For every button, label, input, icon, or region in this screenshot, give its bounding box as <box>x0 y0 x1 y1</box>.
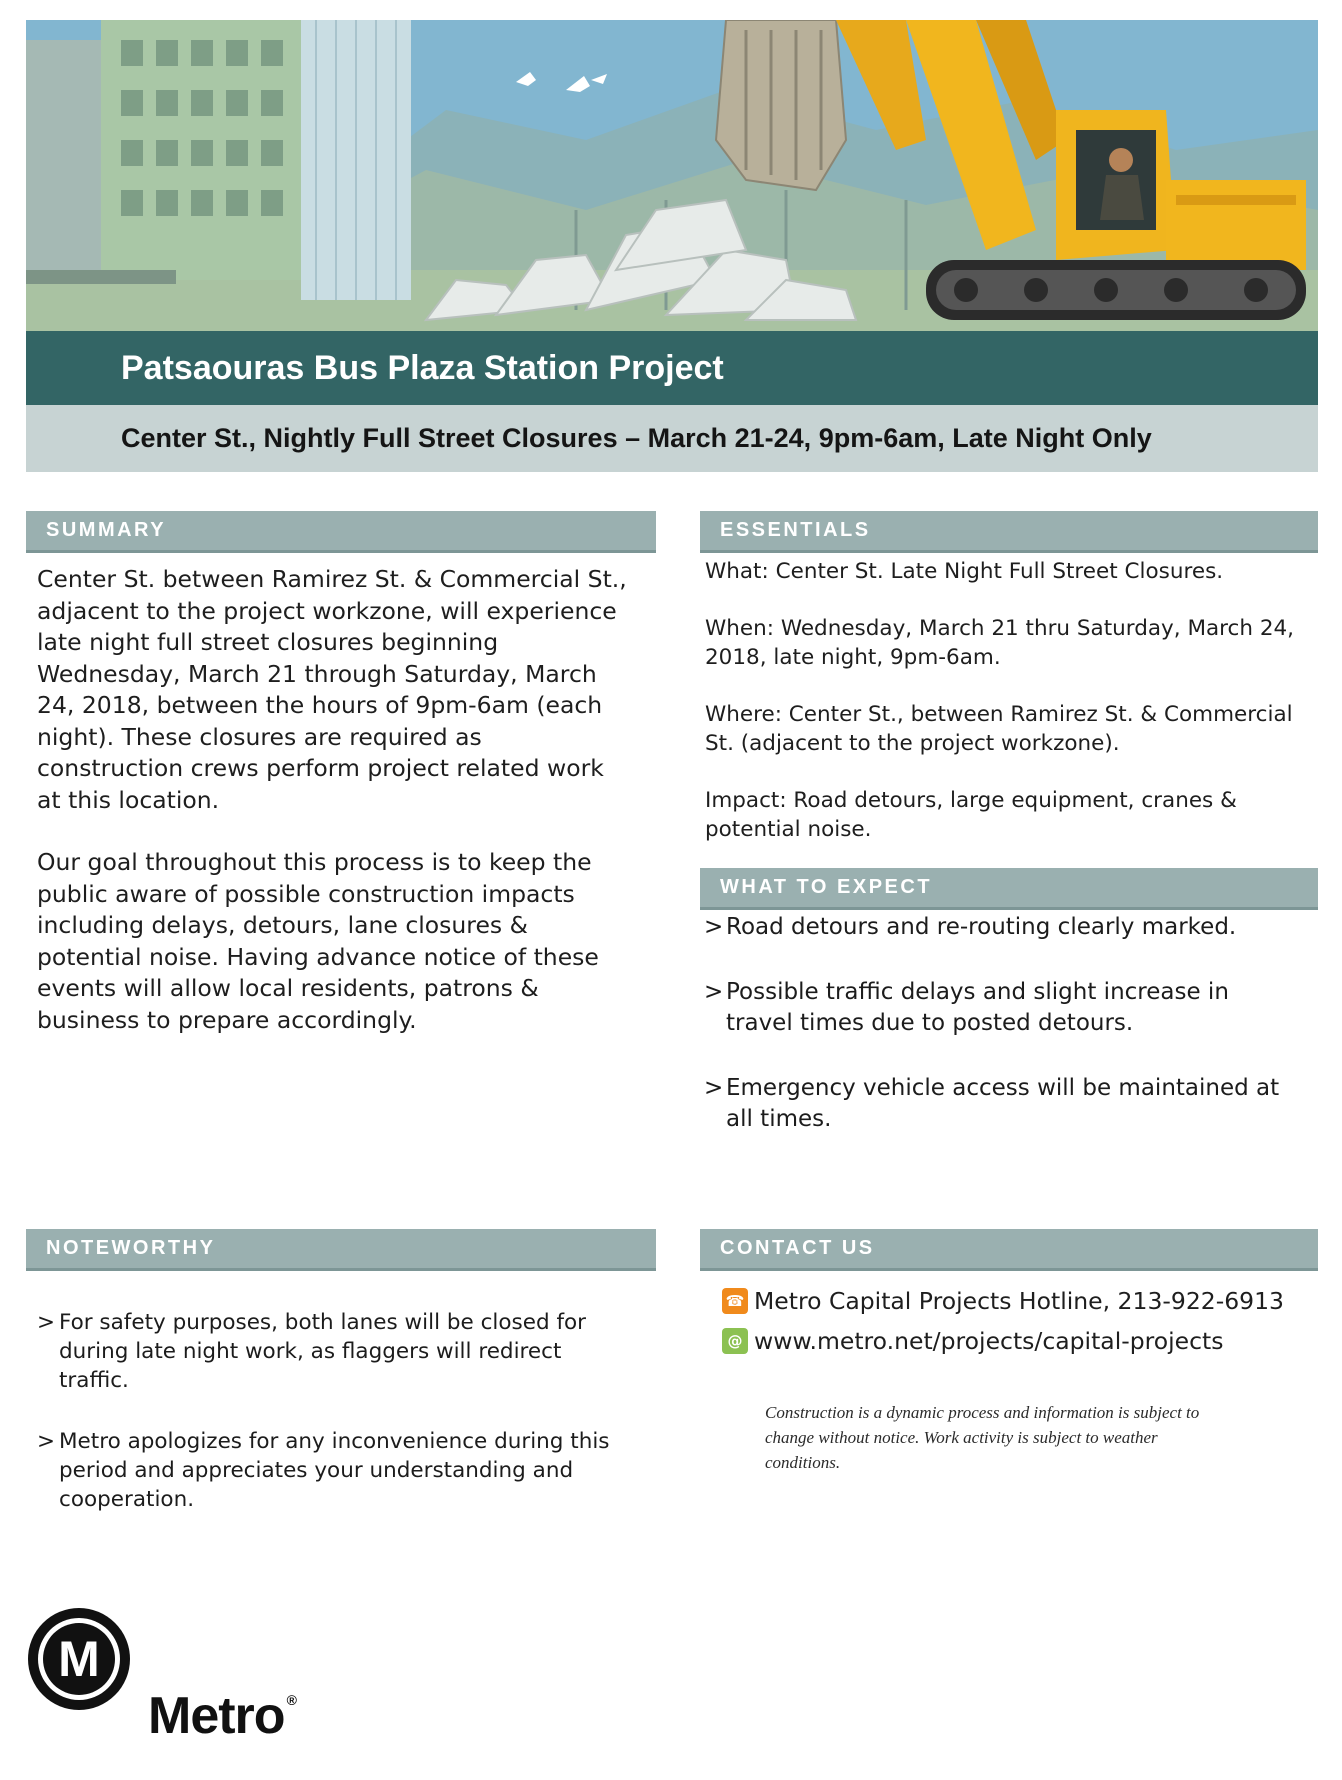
metro-wordmark <box>148 1686 296 1746</box>
website-link[interactable]: www.metro.net/projects/capital-projects <box>754 1327 1224 1355</box>
noteworthy-item-1: For safety purposes, both lanes will be closed for during late night work, as flaggers will redirect traffic. <box>59 1310 587 1393</box>
brand-name: Metro <box>148 1687 285 1745</box>
noteworthy-heading-label: NOTEWORTHY <box>46 1237 216 1259</box>
expect-heading <box>700 868 1318 910</box>
noteworthy-list <box>37 1308 627 1546</box>
list-marker: > <box>37 1429 56 1454</box>
list-marker: > <box>704 979 724 1005</box>
essentials-impact-text: : Road detours, large equipment, cranes & potential noise. <box>705 787 1237 842</box>
page-title: Patsaouras Bus Plaza Station Project <box>121 348 724 387</box>
summary-heading <box>26 511 656 553</box>
essentials-what-label: What <box>705 559 762 584</box>
essentials-when <box>705 614 1295 673</box>
essentials-where-label: Where <box>705 701 775 727</box>
list-item <box>704 1073 1294 1135</box>
essentials-heading <box>700 511 1318 553</box>
contact-heading <box>700 1229 1318 1271</box>
noteworthy-heading <box>26 1229 656 1271</box>
disclaimer: Construction is a dynamic process and information is subject to change without notice. Work activity is subject to weather conditions. <box>765 1403 1200 1472</box>
expect-list <box>704 912 1294 1169</box>
expect-heading-label: WHAT TO EXPECT <box>720 876 933 898</box>
list-marker: > <box>704 1075 724 1101</box>
list-item <box>704 912 1294 943</box>
registered-mark: ® <box>286 1692 296 1708</box>
essentials-when-label: When <box>705 615 767 641</box>
summary-paragraph-2: Our goal throughout this process is to keep the public aware of possible construction impacts including delays, detours, lane closures & potential noise. Having advance notice of these events will allow local residents, patrons & business to prepare accordingly. <box>37 848 599 1034</box>
hero-illustration <box>26 20 1318 331</box>
essentials-impact <box>705 786 1295 845</box>
noteworthy-item-2: Metro apologizes for any inconvenience during this period and appreciates your understanding and cooperation. <box>59 1429 610 1512</box>
metro-logo <box>26 1606 132 1716</box>
essentials-what-text: : Center St. Late Night Full Street Closures. <box>761 559 1224 584</box>
phone-icon: ☎ <box>722 1288 748 1314</box>
expect-item-2: Possible traffic delays and slight increase in travel times due to posted detours. <box>726 979 1229 1036</box>
summary-paragraph-1: Center St. between Ramirez St. & Commercial St., adjacent to the project workzone, will experience late night full street closures beginning Wednesday, March 21 through Saturday, March 24, 2018, between the hours of 9pm-6am (each night). These closures are required as construction crews perform project related work at this location. <box>37 565 627 814</box>
summary-body <box>37 564 632 1067</box>
essentials-impact-label: Impact <box>705 787 780 813</box>
list-marker: > <box>704 914 724 940</box>
essentials-where-text: : Center St., between Ramirez St. & Commercial St. (adjacent to the project workzone). <box>705 701 1293 756</box>
list-item <box>37 1427 627 1514</box>
essentials-body <box>705 557 1295 872</box>
essentials-heading-label: ESSENTIALS <box>720 519 871 541</box>
summary-heading-label: SUMMARY <box>46 519 167 541</box>
hotline-text: Metro Capital Projects Hotline, 213-922-6913 <box>754 1287 1285 1315</box>
subtitle-bar <box>26 405 1318 472</box>
logo-letter: M <box>58 1631 100 1687</box>
essentials-what <box>705 557 1295 587</box>
expect-item-3: Emergency vehicle access will be maintained at all times. <box>726 1075 1280 1132</box>
expect-item-1: Road detours and re-routing clearly marked. <box>726 914 1237 940</box>
page-subtitle: Center St., Nightly Full Street Closures – March 21-24, 9pm-6am, Late Night Only <box>121 423 1152 453</box>
list-item <box>37 1308 627 1395</box>
essentials-where <box>705 700 1295 759</box>
email-icon: @ <box>722 1328 748 1354</box>
title-bar <box>26 331 1318 405</box>
contact-heading-label: CONTACT US <box>720 1237 875 1259</box>
essentials-when-text: : Wednesday, March 21 thru Saturday, March 24, 2018, late night, 9pm-6am. <box>705 615 1295 670</box>
list-marker: > <box>37 1310 56 1335</box>
contact-website[interactable] <box>722 1327 1224 1355</box>
contact-hotline[interactable] <box>722 1287 1284 1315</box>
list-item <box>704 977 1294 1039</box>
